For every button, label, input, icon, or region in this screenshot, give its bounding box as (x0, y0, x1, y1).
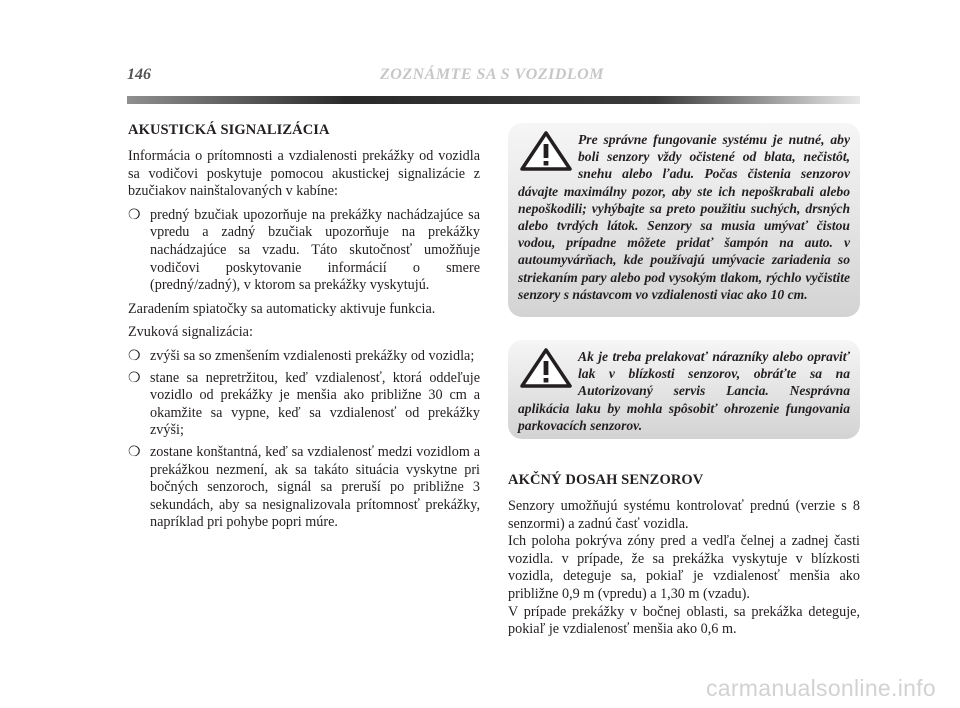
bullet-icon: ❍ (128, 348, 141, 364)
section-heading-acoustic: AKUSTICKÁ SIGNALIZÁCIA (128, 122, 330, 138)
right-column (508, 472, 860, 645)
signal-list (128, 348, 480, 532)
range-paragraph: Senzory umožňujú systému kontrolovať prednú (verzie s 8 senzormi) a zadnú časť vozidla. (508, 498, 860, 532)
list-item (128, 444, 480, 532)
note-text: Pre správne fungovanie systému je nutné, aby boli senzory vždy očistené od blata, nečistôt, snehu alebo ľadu. Počas čistenia senzorov dávajte maximálny pozor, aby ste ich nepoškrabali alebo nepoškodili; vyhýbajte sa preto použitiu suchých, drsných alebo tvrdých látok. Senzory sa musia umývať čistou vodou, prípadne môžete pridať šampón na auto. v autoumyvárňach, kde používajú umývacie zariadenia so striekaním pary alebo pod vysokým tlakom, rýchlo vyčistite senzory s nástavcom vo vzdialenosti viac ako 10 cm. (518, 132, 850, 302)
buzzer-list (128, 207, 480, 295)
section-heading-range: AKČNÝ DOSAH SENZOROV (508, 472, 704, 488)
list-item (128, 207, 480, 295)
paint-warning-note (508, 340, 860, 439)
warning-icon (520, 348, 572, 388)
watermark: carmanualsonline.info (705, 675, 936, 701)
reverse-paragraph: Zaradením spiatočky sa automaticky aktivuje funkcia. (128, 300, 436, 317)
cleaning-warning-note (508, 123, 860, 317)
bullet-icon: ❍ (128, 444, 141, 460)
note-text: Ak je treba prelakovať nárazníky alebo opraviť lak v blízkosti senzorov, obráťte sa na Autorizovaný servis Lancia. Nesprávna aplikácia laku by mohla spôsobiť ohrozenie fungovania parkovacích senzorov. (518, 349, 850, 433)
bullet-icon: ❍ (128, 370, 141, 386)
bullet-icon: ❍ (128, 207, 141, 223)
header-rule (127, 96, 860, 104)
list-item-text: zvýši sa so zmenšením vzdialenosti prekážky od vozidla; (150, 347, 475, 364)
page-number: 146 (127, 66, 151, 83)
list-item-text: zostane konštantná, keď sa vzdialenosť medzi vozidlom a prekážkou nezmení, ak sa takáto situácia vyskytne pri bočných senzoroch, signál sa preruší po približne 3 sekundách, aby sa nesignalizovala prítomnosť prekážky, napríklad pri pohybe popri múre. (150, 443, 480, 531)
list-item (128, 370, 480, 440)
range-paragraph: Ich poloha pokrýva zóny pred a vedľa čelnej a zadnej časti vozidla. v prípade, že sa prekážka vyskytuje v blízkosti vozidla, deteguje sa, pokiaľ je vzdialenosť menšia ako približne 0,9 m (vpredu) a 1,30 m (vzadu). (508, 533, 860, 602)
intro-paragraph: Informácia o prítomnosti a vzdialenosti prekážky od vozidla sa vodičovi poskytuje pomocou akustickej signalizácie z bzučiakov nainštalovaných v kabíne: (128, 148, 480, 200)
sound-paragraph: Zvuková signalizácia: (128, 324, 253, 341)
list-item-text: predný bzučiak upozorňuje na prekážky nachádzajúce sa vpredu a zadný bzučiak upozorňuje na prekážky nachádzajúce sa vzadu. Táto skutočnosť umožňuje vodičovi poskytovanie informácií o smere (predný/zadný), v ktorom sa prekážky vyskytujú. (150, 206, 480, 294)
range-paragraph: V prípade prekážky v bočnej oblasti, sa prekážka deteguje, pokiaľ je vzdialenosť menšia ako 0,6 m. (508, 603, 860, 638)
warning-icon (520, 131, 572, 171)
list-item-text: stane sa nepretržitou, keď vzdialenosť, ktorá oddeľuje vozidlo od prekážky je menšia ako približne 30 cm a okamžite sa vypne, keď sa vzdialenosť od prekážky zvýši; (150, 369, 480, 439)
list-item (128, 348, 480, 366)
left-column (128, 122, 480, 538)
running-title: ZOZNÁMTE SA S VOZIDLOM (380, 66, 604, 83)
